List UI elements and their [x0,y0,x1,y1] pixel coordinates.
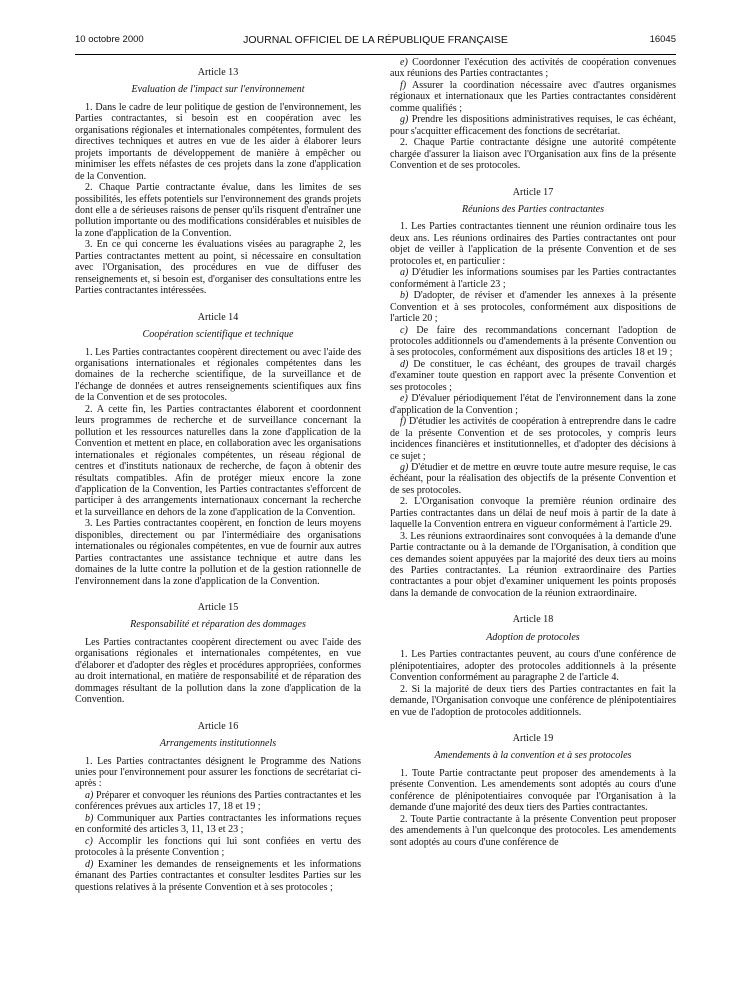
article-16-item-c: c) Accomplir les fonctions qui lui sont confiées en vertu des protocoles à la présente Convention ; [75,835,361,859]
article-17-item-a: a) D'étudier les informations soumises par les Parties contractantes conformément à l'article 23 ; [390,267,676,290]
article-17-para-3: 3. Les réunions extraordinaires sont convoquées à la demande d'une Partie contractante ou à la demande de l'Organisation, à condition que ces demandes soient appuyées par la majorité des deux tiers au moins des Parties contractantes. La réunion extraordinaire des Parties contractantes a pour objet d'examiner uniquement les points proposés dans la demande de convocation de la réunion extraordinaire. [390,530,676,599]
page-header [75,34,676,55]
article-16-item-g: g) Prendre les dispositions administratives requises, le cas échéant, pour s'acquitter efficacement des fonctions de secrétariat. [390,114,676,137]
article-17-item-c: c) De faire des recommandations concernant l'adoption de protocoles additionnels ou d'amendements à la présente Convention ou à ses protocoles, conformément aux dispositions des articles 18 et 19 ; [390,324,676,359]
article-13-para-3: 3. En ce qui concerne les évaluations visées au paragraphe 2, les Parties contractantes mettent au point, si nécessaire en consultation avec l'Organisation, des procédures en vue de diffuser des renseignements et, si besoin est, d'organiser des consultations entre les Parties contractantes intéressées. [75,239,361,297]
article-15-subtitle: Responsabilité et réparation des dommages [130,619,306,631]
article-19-title: Article 19 [512,733,554,745]
article-18-title: Article 18 [512,614,554,626]
journal-title: JOURNAL OFFICIEL DE LA RÉPUBLIQUE FRANÇAISE [243,34,508,46]
article-16-item-d: d) Examiner les demandes de renseignements et les informations émanant des Parties contractantes et consulter lesdites Parties sur les questions relatives à la présente Convention et à ses protocoles ; [75,858,361,893]
article-16-item-a: a) Préparer et convoquer les réunions des Parties contractantes et les conférences prévues aux articles 17, 18 et 19 ; [75,789,361,813]
article-19-para-2: 2. Toute Partie contractante à la présente Convention peut proposer des amendements à l'un quelconque des protocoles. Les amendements sont adoptés au cours d'une conférence de [390,813,676,848]
article-19-para-1: 1. Toute Partie contractante peut proposer des amendements à la présente Convention. Les amendements sont adoptés au cours d'une conférence de plénipotentiaires convoquée par l'Organisation à la demande d'une majorité des deux tiers des Parties contractantes. [390,767,676,814]
article-14-title: Article 14 [197,311,239,323]
article-18-subtitle: Adoption de protocoles [486,631,580,643]
article-17-item-f: f) D'étudier les activités de coopération à entreprendre dans le cadre de la présente Convention et de ses protocoles, y compris leurs incidences financières et institutionnelles, et d'adopter des décisions à ce sujet ; [390,416,676,462]
article-16-item-f: f) Assurer la coordination nécessaire avec d'autres organismes régionaux et internationaux que les Parties contractantes considèrent comme qualifiés ; [390,79,676,114]
article-17-subtitle: Réunions des Parties contractantes [461,203,605,215]
article-14-subtitle: Coopération scientifique et technique [142,329,294,341]
article-16-item-b: b) Communiquer aux Parties contractantes les informations reçues en conformité des articles 3, 11, 13 et 23 ; [75,812,361,836]
article-13-para-1: 1. Dans le cadre de leur politique de gestion de l'environnement, les Parties contractantes, si besoin est en coopération avec les organisations régionales et internationales compétentes, formulent des directives techniques et autres en vue de les aider à élaborer leurs projets importants de développement de manière à empêcher ou minimiser les effets néfastes de ces projets dans la zone d'application de la Convention. [75,101,361,182]
article-16-item-e: e) Coordonner l'exécution des activités de coopération convenues aux réunions des Parties contractantes ; [390,57,676,80]
article-15-title: Article 15 [197,602,239,614]
issue-date: 10 octobre 2000 [75,34,144,45]
article-16-para-2: 2. Chaque Partie contractante désigne une autorité compétente chargée d'assurer la liaison avec l'Organisation aux fins de la présente Convention et de ses protocoles. [390,137,676,172]
article-13-title: Article 13 [197,67,239,78]
right-column [390,57,676,893]
article-15-para-1: Les Parties contractantes coopèrent directement ou avec l'aide des organisations régionales et internationales compétentes, en vue d'élaborer et d'adopter des règles et procédures appropriées, conformes au droit international, en matière de responsabilité et de réparation des dommages résultant de la pollution dans la zone d'application de la Convention. [75,636,361,706]
article-18-para-1: 1. Les Parties contractantes peuvent, au cours d'une conférence de plénipotentiaires, adopter des protocoles additionnels à la présente Convention conformément au paragraphe 2 de l'article 4. [390,649,676,684]
article-13-para-2: 2. Chaque Partie contractante évalue, dans les limites de ses possibilités, les effets potentiels sur l'environnement des grands projets dont elle a de sérieuses raisons de penser qu'ils risquent d'entraîner une pollution importante ou des modifications considérables et nuisibles de la zone d'application de la Convention. [75,182,361,239]
article-17-para-2: 2. L'Organisation convoque la première réunion ordinaire des Parties contractantes dans un délai de neuf mois à partir de la date à laquelle la Convention entrera en vigueur conformément à l'article 29. [390,496,676,531]
left-column [75,57,361,893]
article-17-item-e: e) D'évaluer périodiquement l'état de l'environnement dans la zone d'application de la Convention ; [390,393,676,416]
article-17-item-b: b) D'adopter, de réviser et d'amender les annexes à la présente Convention et à ses protocoles, conformément aux dispositions de l'article 20 ; [390,290,676,325]
article-16-para-1: 1. Les Parties contractantes désignent le Programme des Nations unies pour l'environnement pour assurer les fonctions de secrétariat ci-après : [75,755,361,790]
article-14-para-3: 3. Les Parties contractantes coopèrent, en fonction de leurs moyens disponibles, directement ou par l'intermédiaire des organisations internationales ou régionales compétentes, en vue de fournir aux autres Parties contractantes une assistance technique et autre dans les domaines de la lutte contre la pollution et de la gestion rationnelle de l'environnement dans la zone d'application de la Convention. [75,518,361,587]
article-19-subtitle: Amendements à la convention et à ses protocoles [434,750,632,762]
two-column-body [75,57,676,893]
article-13-subtitle: Evaluation de l'impact sur l'environnement [131,84,305,96]
article-16-subtitle: Arrangements institutionnels [159,738,277,750]
article-17-para-1: 1. Les Parties contractantes tiennent une réunion ordinaire tous les deux ans. Les réunions ordinaires des Parties contractantes ont pour objet de veiller à l'application de la présente Convention et de ses protocoles et, en particulier : [390,221,676,267]
article-17-item-g: g) D'étudier et de mettre en œuvre toute autre mesure requise, le cas échéant, pour la réalisation des objectifs de la présente Convention et de ses protocoles. [390,461,676,496]
page-number: 16045 [649,34,676,45]
article-17-item-d: d) De constituer, le cas échéant, des groupes de travail chargés d'examiner toute question en rapport avec la présente Convention et ses protocoles ; [390,358,676,393]
article-14-para-2: 2. A cette fin, les Parties contractantes élaborent et coordonnent leurs programmes de recherche et de surveillance concernant la pollution et les ressources naturelles dans la zone d'application de la Convention et mettent en place, en collaboration avec les organisations internationales et régionales compétentes, un réseau régional de centres et d'instituts nationaux de recherche, de façon à obtenir des résultats compatibles. Afin de protéger mieux encore la zone d'application de la Convention, les Parties contractantes s'efforcent de participer à des arrangements internationaux concernant la recherche et la surveillance en dehors de la zone d'application de la Convention. [75,403,361,518]
article-16-title: Article 16 [197,720,239,732]
article-18-para-2: 2. Si la majorité de deux tiers des Parties contractantes en fait la demande, l'Organisation convoque une conférence de plénipotentiaires en vue de l'adoption de protocoles additionnels. [390,683,676,718]
article-14-para-1: 1. Les Parties contractantes coopèrent directement ou avec l'aide des organisations internationales et régionales compétentes dans les domaines de la recherche scientifique, de la surveillance et de l'échange de données et autres renseignements scientifiques aux fins de la Convention et de ses protocoles. [75,346,361,404]
article-17-title: Article 17 [512,186,554,198]
